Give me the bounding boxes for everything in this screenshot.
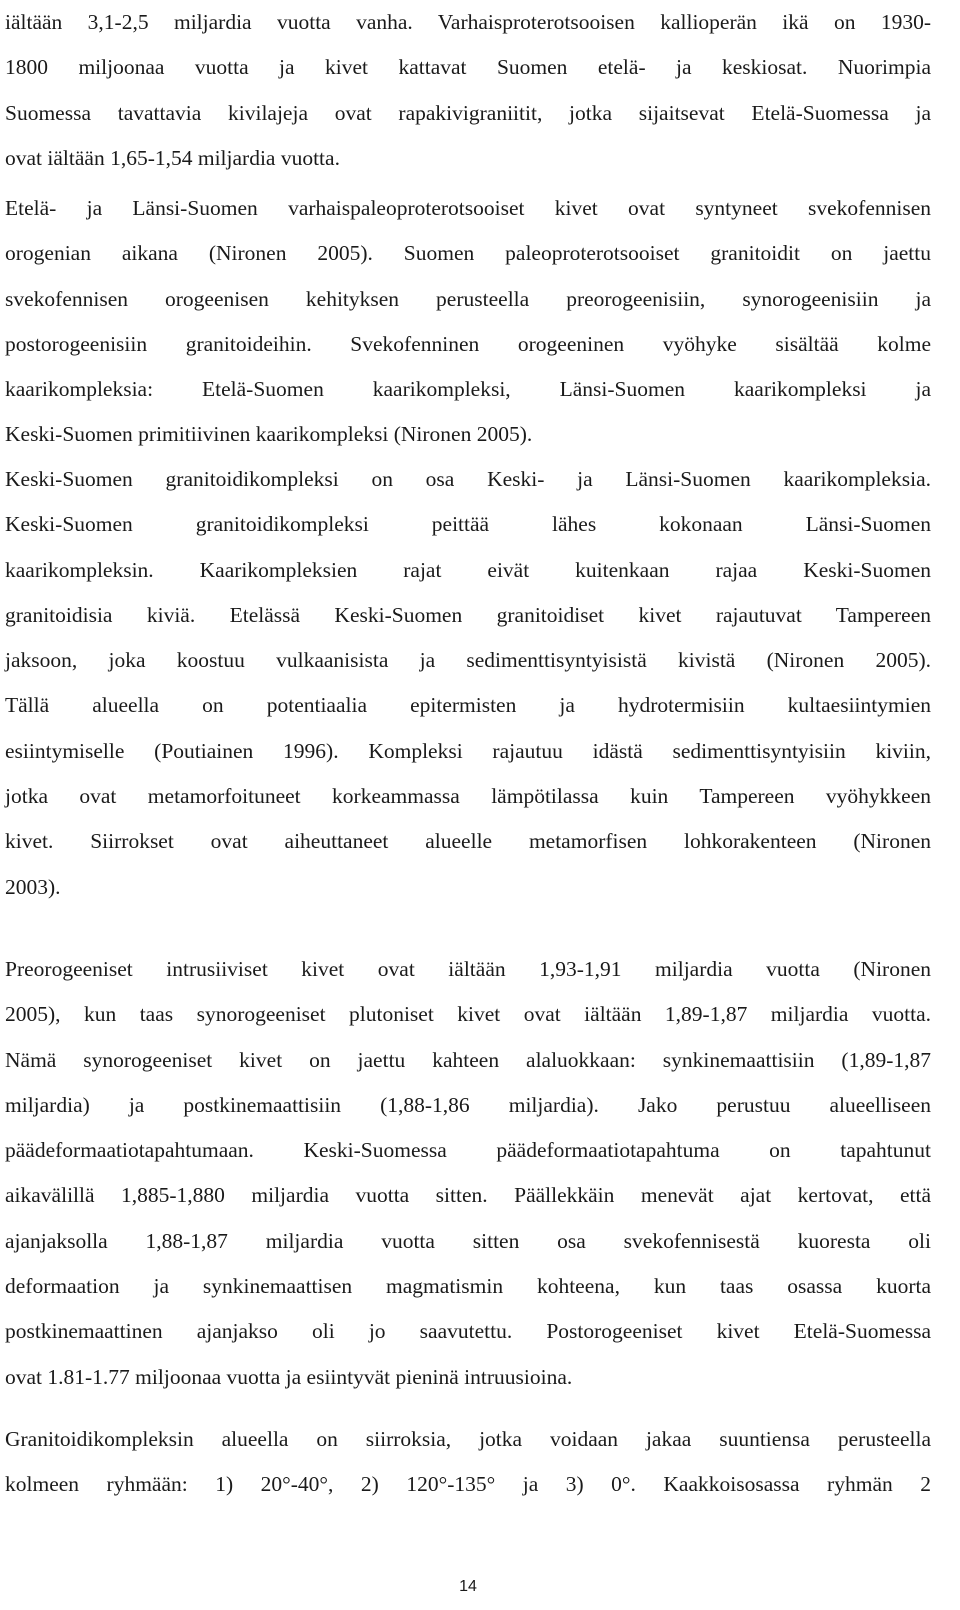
text-line: esiintymiselle (Poutiainen 1996). Kompleksi rajautuu idästä sedimenttisyntyisiin kiviin, bbox=[5, 738, 931, 763]
text-line: Tällä alueella on potentiaalia epitermisten ja hydrotermisiin kultaesiintymien bbox=[5, 693, 931, 718]
text-line: svekofennisen orogeenisen kehityksen perusteella preorogeenisiin, synorogeenisiin ja bbox=[5, 286, 931, 311]
text-line: Keski-Suomen primitiivinen kaarikompleksi (Nironen 2005). bbox=[5, 422, 533, 447]
text-line: Suomessa tavattavia kivilajeja ovat rapakivigraniitit, jotka sijaitsevat Etelä-Suomessa ja bbox=[5, 100, 931, 125]
text-line: Nämä synorogeeniset kivet on jaettu kahteen alaluokkaan: synkinemaattisiin (1,89-1,87 bbox=[5, 1047, 931, 1072]
text-line: orogenian aikana (Nironen 2005). Suomen paleoproterotsooiset granitoidit on jaettu bbox=[5, 241, 931, 266]
paragraph bbox=[5, 186, 931, 458]
text-line: Preorogeeniset intrusiiviset kivet ovat iältään 1,93-1,91 miljardia vuotta (Nironen bbox=[5, 957, 931, 981]
text-line: ovat iältään 1,65-1,54 miljardia vuotta. bbox=[5, 145, 340, 170]
text-line: deformaation ja synkinemaattisen magmatismin kohteena, kun taas osassa kuorta bbox=[5, 1274, 931, 1299]
text-line: iältään 3,1-2,5 miljardia vuotta vanha. Varhaisproterotsooisen kallioperän ikä on 1930- bbox=[5, 10, 931, 34]
text-line: miljardia) ja postkinemaattisiin (1,88-1,86 miljardia). Jako perustuu alueelliseen bbox=[5, 1092, 931, 1117]
text-line: 1800 miljoonaa vuotta ja kivet kattavat Suomen etelä- ja keskiosat. Nuorimpia bbox=[5, 55, 931, 80]
text-line: 2003). bbox=[5, 874, 61, 899]
text-line: ovat 1.81-1.77 miljoonaa vuotta ja esiintyvät pieninä intruusioina. bbox=[5, 1364, 573, 1389]
text-line: postkinemaattinen ajanjakso oli jo saavutettu. Postorogeeniset kivet Etelä-Suomessa bbox=[5, 1319, 931, 1344]
text-line: Keski-Suomen granitoidikompleksi on osa Keski- ja Länsi-Suomen kaarikompleksia. bbox=[5, 467, 931, 491]
text-line: kivet. Siirrokset ovat aiheuttaneet alueelle metamorfisen lohkorakenteen (Nironen bbox=[5, 829, 931, 854]
page-number: 14 bbox=[459, 1578, 477, 1595]
text-line: Granitoidikompleksin alueella on siirroksia, jotka voidaan jakaa suuntiensa perusteella bbox=[5, 1427, 931, 1451]
text-line: postorogeenisiin granitoideihin. Svekofenninen orogeeninen vyöhyke sisältää kolme bbox=[5, 331, 931, 356]
paragraph bbox=[5, 457, 931, 910]
text-line: Etelä- ja Länsi-Suomen varhaispaleoproterotsooiset kivet ovat syntyneet svekofennisen bbox=[5, 196, 931, 220]
text-line: 2005), kun taas synorogeeniset plutoniset kivet ovat iältään 1,89-1,87 miljardia vuotta. bbox=[5, 1002, 931, 1027]
paragraph bbox=[5, 0, 931, 181]
text-line: päädeformaatiotapahtumaan. Keski-Suomessa päädeformaatiotapahtuma on tapahtunut bbox=[5, 1138, 931, 1163]
text-line: jaksoon, joka koostuu vulkaanisista ja sedimenttisyntyisistä kivistä (Nironen 2005). bbox=[5, 648, 931, 673]
text-line: granitoidisia kiviä. Etelässä Keski-Suomen granitoidiset kivet rajautuvat Tampereen bbox=[5, 602, 931, 627]
text-line: jotka ovat metamorfoituneet korkeammassa lämpötilassa kuin Tampereen vyöhykkeen bbox=[5, 784, 931, 809]
text-line: kaarikompleksia: Etelä-Suomen kaarikompleksi, Länsi-Suomen kaarikompleksi ja bbox=[5, 377, 931, 402]
text-line: aikavälillä 1,885-1,880 miljardia vuotta sitten. Päällekkäin menevät ajat kertovat, että bbox=[5, 1183, 931, 1208]
paragraph bbox=[5, 1417, 931, 1508]
text-line: Keski-Suomen granitoidikompleksi peittää lähes kokonaan Länsi-Suomen bbox=[5, 512, 931, 537]
text-line: kolmeen ryhmään: 1) 20°-40°, 2) 120°-135° ja 3) 0°. Kaakkoisosassa ryhmän 2 bbox=[5, 1472, 931, 1497]
text-line: kaarikompleksin. Kaarikompleksien rajat eivät kuitenkaan rajaa Keski-Suomen bbox=[5, 557, 931, 582]
paragraph bbox=[5, 947, 931, 1400]
text-line: ajanjaksolla 1,88-1,87 miljardia vuotta sitten osa svekofennisestä kuoresta oli bbox=[5, 1228, 931, 1253]
